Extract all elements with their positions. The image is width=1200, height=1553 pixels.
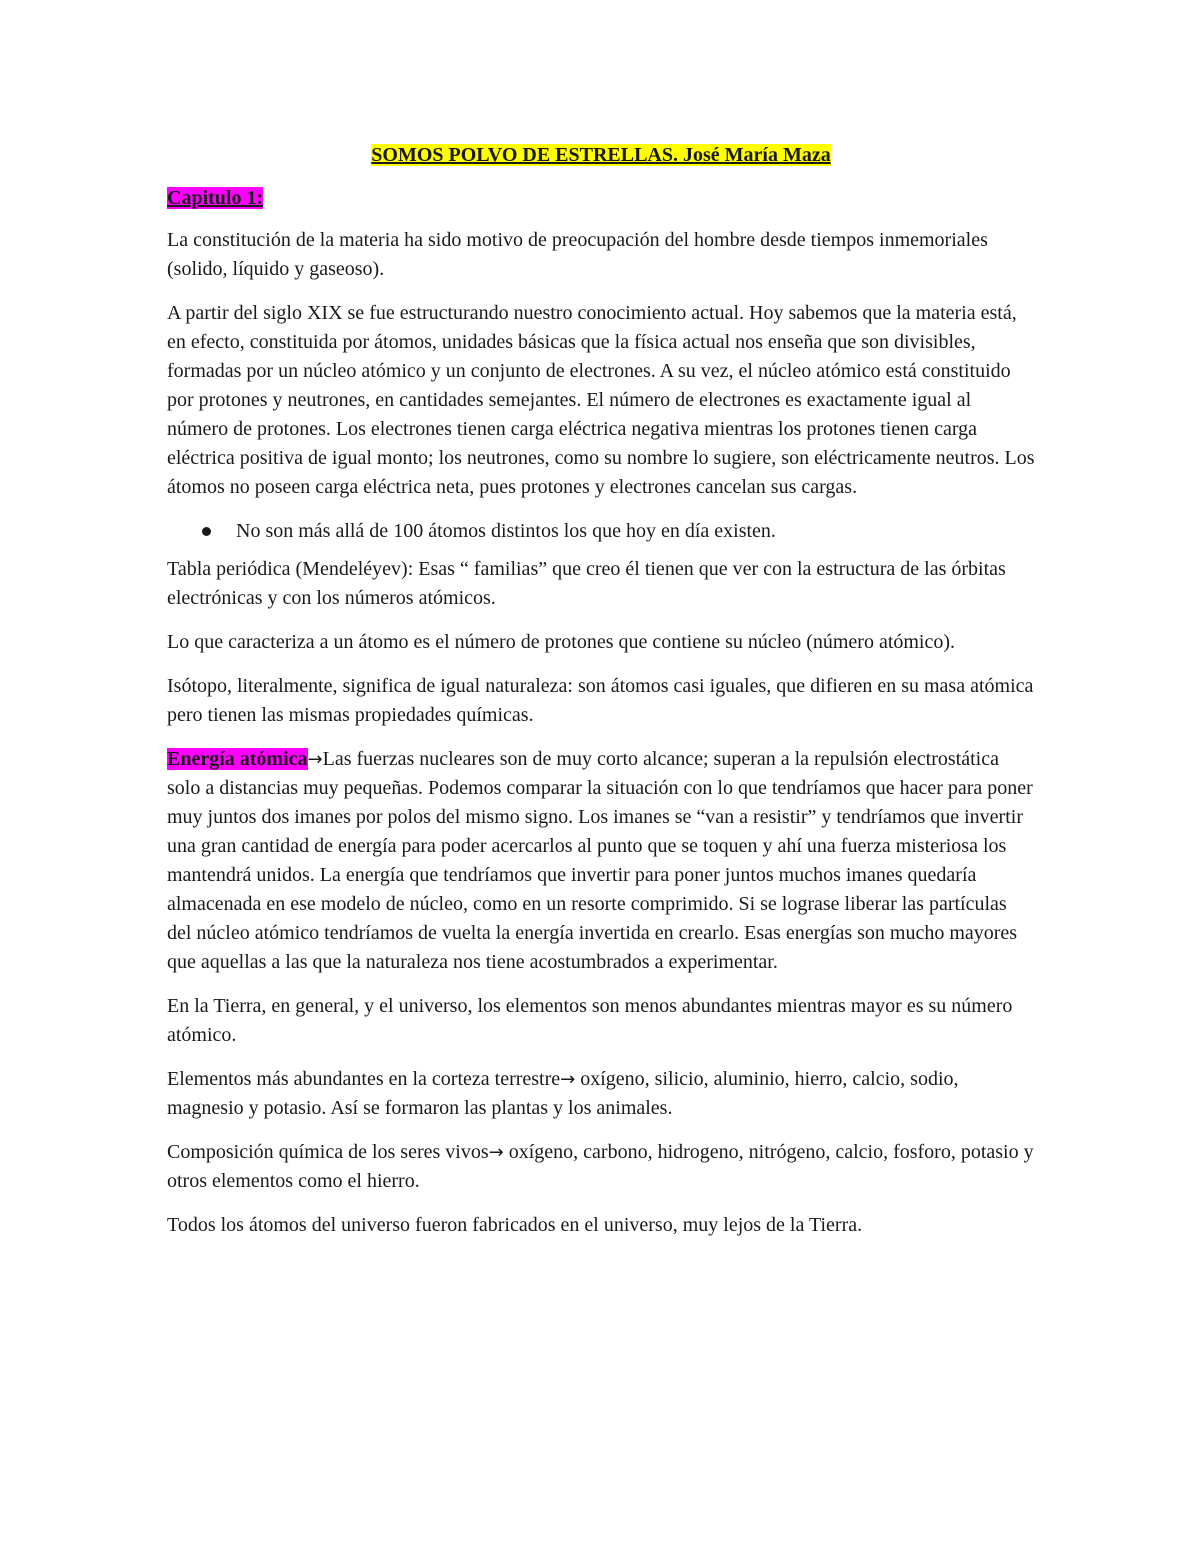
bullet-item: [167, 517, 1035, 546]
living-composition-lead: Composición química de los seres vivos: [167, 1141, 489, 1163]
paragraph-atomic-energy: [167, 745, 1035, 977]
chapter-heading: [167, 184, 1035, 213]
crust-elements-text: oxígeno, silicio, aluminio, hierro, calcio, sodio, magnesio y potasio. Así se formaron las plantas y los animales.: [167, 1068, 959, 1119]
arrow-right-icon: →: [307, 749, 323, 770]
paragraph-origin-atoms: Todos los átomos del universo fueron fabricados en el universo, muy lejos de la Tierra.: [167, 1214, 863, 1236]
atomic-energy-text: Las fuerzas nucleares son de muy corto alcance; superan a la repulsión electrostática solo a distancias muy pequeñas. Podemos comparar la situación con lo que tendríamos que hacer para poner muy juntos dos imanes por polos del mismo signo. Los imanes se “van a resistir” y tendríamos que invertir una gran cantidad de energía para poder acercarlos al punto que se toquen y ahí una fuerza misteriosa los mantendrá unidos. La energía que tendríamos que invertir para poner juntos muchos imanes quedaría almacenada en ese modelo de núcleo, como en un resorte comprimido. Si se lograse liberar las partículas del núcleo atómico tendríamos de vuelta la energía invertida en crearlo. Esas energías son mucho mayores que aquellas a las que la naturaleza nos tiene acostumbrados a experimentar.: [167, 748, 1033, 973]
crust-elements-lead: Elementos más abundantes en la corteza terrestre: [167, 1068, 561, 1090]
paragraph-living-composition: [167, 1138, 1035, 1196]
arrow-right-icon: →: [560, 1069, 576, 1090]
bullet-list: [167, 517, 1035, 546]
document-body: [167, 141, 1035, 1255]
paragraph-atoms: A partir del siglo XIX se fue estructurando nuestro conocimiento actual. Hoy sabemos que la materia está, en efecto, constituida por átomos, unidades básicas que la física actual nos enseña que son divisibles, formadas por un núcleo atómico y un conjunto de electrones. A su vez, el núcleo atómico está constituido por protones y neutrones, en cantidades semejantes. El número de electrones es exactamente igual al número de protones. Los electrones tienen carga eléctrica negativa mientras los protones tienen carga eléctrica positiva de igual monto; los neutrones, como su nombre lo sugiere, son eléctricamente neutros. Los átomos no poseen carga eléctrica neta, pues protones y electrones cancelan sus cargas.: [167, 302, 1035, 498]
living-composition-text: oxígeno, carbono, hidrogeno, nitrógeno, calcio, fosforo, potasio y otros elementos como el hierro.: [167, 1141, 1034, 1192]
paragraph-isotope: Isótopo, literalmente, significa de igual naturaleza: son átomos casi iguales, que difieren en su masa atómica pero tienen las mismas propiedades químicas.: [167, 675, 1034, 726]
paragraph-crust-elements: [167, 1065, 1035, 1123]
paragraph-abundance: En la Tierra, en general, y el universo, los elementos son menos abundantes mientras mayor es su número atómico.: [167, 995, 1013, 1046]
paragraph-constitution: La constitución de la materia ha sido motivo de preocupación del hombre desde tiempos inmemoriales (solido, líquido y gaseoso).: [167, 229, 988, 280]
document-title-text: SOMOS POLVO DE ESTRELLAS. José María Maza: [371, 144, 831, 166]
paragraph-periodic-table: Tabla periódica (Mendeléyev): Esas “ familias” que creo él tienen que ver con la estructura de las órbitas electrónicas y con los números atómicos.: [167, 558, 1006, 609]
arrow-right-icon: →: [488, 1142, 504, 1163]
bullet-dot-icon: [202, 527, 211, 536]
atomic-energy-highlight: Energía atómica: [167, 748, 308, 770]
paragraph-atomic-number: Lo que caracteriza a un átomo es el número de protones que contiene su núcleo (número atómico).: [167, 631, 956, 653]
bullet-item-text: No son más allá de 100 átomos distintos los que hoy en día existen.: [236, 520, 776, 542]
document-title: [167, 141, 1035, 170]
chapter-heading-text: Capitulo 1:: [167, 187, 264, 209]
